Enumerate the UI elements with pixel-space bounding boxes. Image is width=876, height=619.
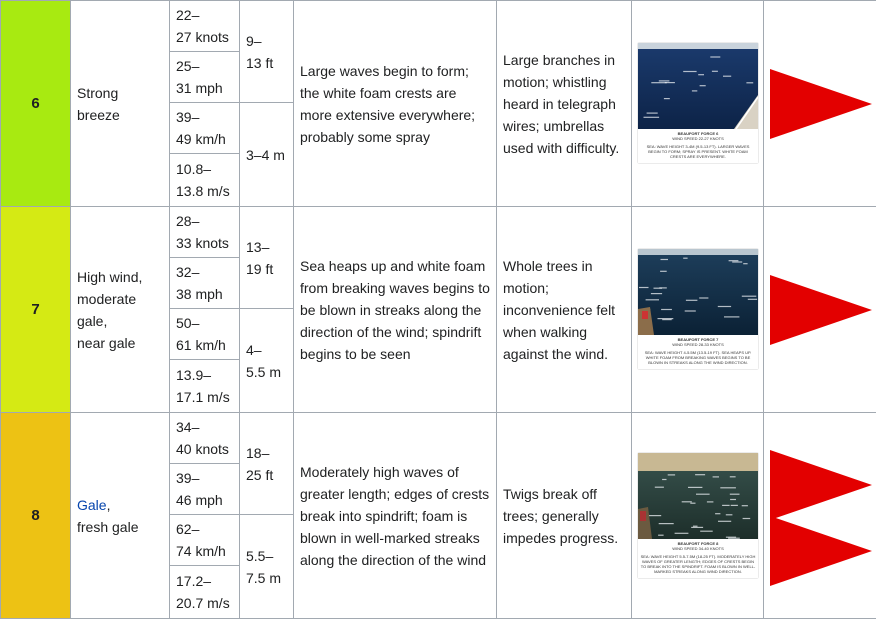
- photo-caption-text: SEA: WAVE HEIGHT 4-5.5M (13.5-19 FT). SEA HEAPS UP. WHITE FOAM FROM BREAKING WAVES BEGINS TO BE BLOWN IN STREAKS ALONG THE WIND DIRECTION.: [640, 350, 756, 365]
- wave-height-line: 3–4 m: [246, 147, 285, 163]
- force-description: [71, 207, 170, 413]
- warning-flag-icon: [770, 275, 872, 345]
- sea-conditions: [294, 1, 497, 207]
- sea-state-photo-cell: [632, 413, 764, 619]
- wind-speed-cell: [170, 566, 240, 619]
- photo-subtitle: WIND SPEED 28-33 KNOTS: [640, 342, 756, 347]
- wave-height-ft: [240, 1, 294, 103]
- wind-speed-line: 17.1 m/s: [176, 389, 230, 405]
- sea-conditions-line: greater length; edges of crests: [300, 486, 489, 502]
- photo-title: BEAUFORT FORCE 7: [640, 337, 756, 342]
- land-conditions-line: wires; umbrellas: [503, 118, 604, 134]
- force-number-text: 6: [31, 95, 39, 112]
- sea-conditions-line: Moderately high waves of: [300, 464, 459, 480]
- land-conditions-line: impedes progress.: [503, 530, 618, 546]
- photo-title: BEAUFORT FORCE 8: [640, 541, 756, 546]
- wave-height-line: 19 ft: [246, 261, 273, 277]
- table-body: [1, 1, 876, 619]
- photo-card: [638, 249, 758, 369]
- land-conditions-line: used with difficulty.: [503, 140, 619, 156]
- land-conditions-line: heard in telegraph: [503, 96, 616, 112]
- photo-caption-text: SEA: WAVE HEIGHT 5.5-7.5M (18-25 FT). MODERATELY HIGH WAVES OF GREATER LENGTH; EDGES OF CRESTS BEGIN TO BREAK INTO THE SPINDRIFT. FOAM IS BLOWN IN WELL-MARKED STREAKS ALONG WIND DIRECTION.: [640, 554, 756, 574]
- wave-height-m: [240, 309, 294, 413]
- sea-conditions-line: the white foam crests are: [300, 85, 456, 101]
- force-number-text: 7: [31, 301, 39, 318]
- wind-speed-line: 22–: [176, 7, 199, 23]
- force-number-text: 8: [31, 507, 39, 524]
- photo-title: BEAUFORT FORCE 6: [640, 131, 756, 136]
- wind-speed-line: 46 mph: [176, 492, 223, 508]
- wave-height-line: 9–: [246, 33, 262, 49]
- force-number: [1, 413, 71, 619]
- sea-conditions-line: along the direction of the wind: [300, 552, 486, 568]
- photo-caption: [638, 539, 758, 578]
- sea-conditions-line: Large waves begin to form;: [300, 63, 469, 79]
- photo-subtitle: WIND SPEED 22-27 KNOTS: [640, 136, 756, 141]
- wave-height-line: 25 ft: [246, 467, 273, 483]
- sea-conditions: [294, 207, 497, 413]
- wind-speed-line: 39–: [176, 109, 199, 125]
- wind-speed-line: 38 mph: [176, 286, 223, 302]
- wind-speed-cell: [170, 515, 240, 566]
- wind-speed-line: 40 knots: [176, 441, 229, 457]
- wave-height-line: 4–: [246, 342, 262, 358]
- sea-state-photo-cell: [632, 207, 764, 413]
- wind-speed-line: 13.9–: [176, 367, 211, 383]
- land-conditions: [497, 413, 632, 619]
- sea-state-photo: [638, 249, 758, 335]
- wind-speed-line: 34–: [176, 419, 199, 435]
- sea-conditions-line: be blown in streaks along the: [300, 302, 481, 318]
- sea-conditions-line: from breaking waves begins to: [300, 280, 490, 296]
- wave-height-line: 5.5–: [246, 548, 273, 564]
- wind-speed-cell: [170, 258, 240, 309]
- sea-conditions-line: more extensive everywhere;: [300, 107, 475, 123]
- wind-speed-line: 33 knots: [176, 235, 229, 251]
- table-row: [1, 207, 876, 258]
- warning-flag-icon: [770, 450, 872, 520]
- wind-speed-line: 32–: [176, 264, 199, 280]
- photo-subtitle: WIND SPEED 34-40 KNOTS: [640, 546, 756, 551]
- force-description: [71, 1, 170, 207]
- sea-conditions: [294, 413, 497, 619]
- photo-caption: [638, 129, 758, 163]
- wind-speed-line: 74 km/h: [176, 543, 226, 559]
- photo-caption: [638, 335, 758, 369]
- wind-speed-cell: [170, 309, 240, 360]
- wind-speed-cell: [170, 360, 240, 413]
- wind-speed-line: 10.8–: [176, 161, 211, 177]
- sea-state-photo: [638, 453, 758, 539]
- wave-height-line: 13–: [246, 239, 269, 255]
- wave-height-m: [240, 515, 294, 619]
- land-conditions-line: Large branches in: [503, 52, 615, 68]
- wave-height-line: 7.5 m: [246, 570, 281, 586]
- force-description: [71, 413, 170, 619]
- force-number: [1, 207, 71, 413]
- sea-conditions-line: blown in well-marked streaks: [300, 530, 480, 546]
- wind-speed-cell: [170, 52, 240, 103]
- land-conditions-line: Whole trees in: [503, 258, 592, 274]
- warning-flag-icon: [770, 69, 872, 139]
- photo-caption-text: SEA: WAVE HEIGHT 3-4M (9.5-13 FT). LARGER WAVES BEGIN TO FORM; SPRAY IS PRESENT. WHITE FOAM CRESTS ARE EVERYWHERE.: [640, 144, 756, 159]
- sea-conditions-line: begins to be seen: [300, 346, 411, 362]
- description-line: High wind,: [77, 269, 142, 285]
- land-conditions-line: Twigs break off: [503, 486, 597, 502]
- description-line: fresh gale: [77, 519, 138, 535]
- description-line: gale,: [77, 313, 107, 329]
- land-conditions-line: inconvenience felt: [503, 302, 615, 318]
- wave-height-ft: [240, 207, 294, 309]
- sea-state-photo: [638, 43, 758, 129]
- wind-speed-cell: [170, 464, 240, 515]
- wind-speed-cell: [170, 154, 240, 207]
- wind-speed-line: 20.7 m/s: [176, 595, 230, 611]
- sea-state-photo-cell: [632, 1, 764, 207]
- wind-speed-cell: [170, 207, 240, 258]
- wave-height-m: [240, 103, 294, 207]
- gale-link[interactable]: Gale: [77, 497, 107, 513]
- photo-card: [638, 453, 758, 578]
- warning-flag-cell: [764, 413, 876, 619]
- force-number: [1, 1, 71, 207]
- wind-speed-cell: [170, 1, 240, 52]
- description-line: Strong: [77, 85, 118, 101]
- description-line: ,: [107, 497, 111, 513]
- wind-speed-line: 62–: [176, 521, 199, 537]
- table-row: [1, 1, 876, 52]
- wave-height-ft: [240, 413, 294, 515]
- sea-conditions-line: Sea heaps up and white foam: [300, 258, 485, 274]
- wave-height-line: 13 ft: [246, 55, 273, 71]
- land-conditions: [497, 1, 632, 207]
- wind-speed-cell: [170, 413, 240, 464]
- land-conditions-line: trees; generally: [503, 508, 599, 524]
- warning-flag-cell: [764, 207, 876, 413]
- wind-speed-line: 28–: [176, 213, 199, 229]
- wind-speed-line: 25–: [176, 58, 199, 74]
- table-row: [1, 413, 876, 464]
- photo-card: [638, 43, 758, 163]
- wind-speed-cell: [170, 103, 240, 154]
- wind-speed-line: 49 km/h: [176, 131, 226, 147]
- wind-speed-line: 13.8 m/s: [176, 183, 230, 199]
- wind-speed-line: 39–: [176, 470, 199, 486]
- wind-speed-line: 31 mph: [176, 80, 223, 96]
- description-line: breeze: [77, 107, 120, 123]
- warning-flag-cell: [764, 1, 876, 207]
- warning-flag-icon: [770, 516, 872, 586]
- sea-conditions-line: direction of the wind; spindrift: [300, 324, 481, 340]
- land-conditions-line: motion;: [503, 280, 549, 296]
- description-line: near gale: [77, 335, 135, 351]
- land-conditions-line: motion; whistling: [503, 74, 607, 90]
- sea-conditions-line: probably some spray: [300, 129, 430, 145]
- description-line: moderate: [77, 291, 136, 307]
- land-conditions-line: when walking: [503, 324, 587, 340]
- wave-height-line: 5.5 m: [246, 364, 281, 380]
- land-conditions: [497, 207, 632, 413]
- land-conditions-line: against the wind.: [503, 346, 608, 362]
- wind-speed-line: 27 knots: [176, 29, 229, 45]
- wind-speed-line: 61 km/h: [176, 337, 226, 353]
- wind-speed-line: 50–: [176, 315, 199, 331]
- wind-speed-line: 17.2–: [176, 573, 211, 589]
- wave-height-line: 18–: [246, 445, 269, 461]
- sea-conditions-line: break into spindrift; foam is: [300, 508, 467, 524]
